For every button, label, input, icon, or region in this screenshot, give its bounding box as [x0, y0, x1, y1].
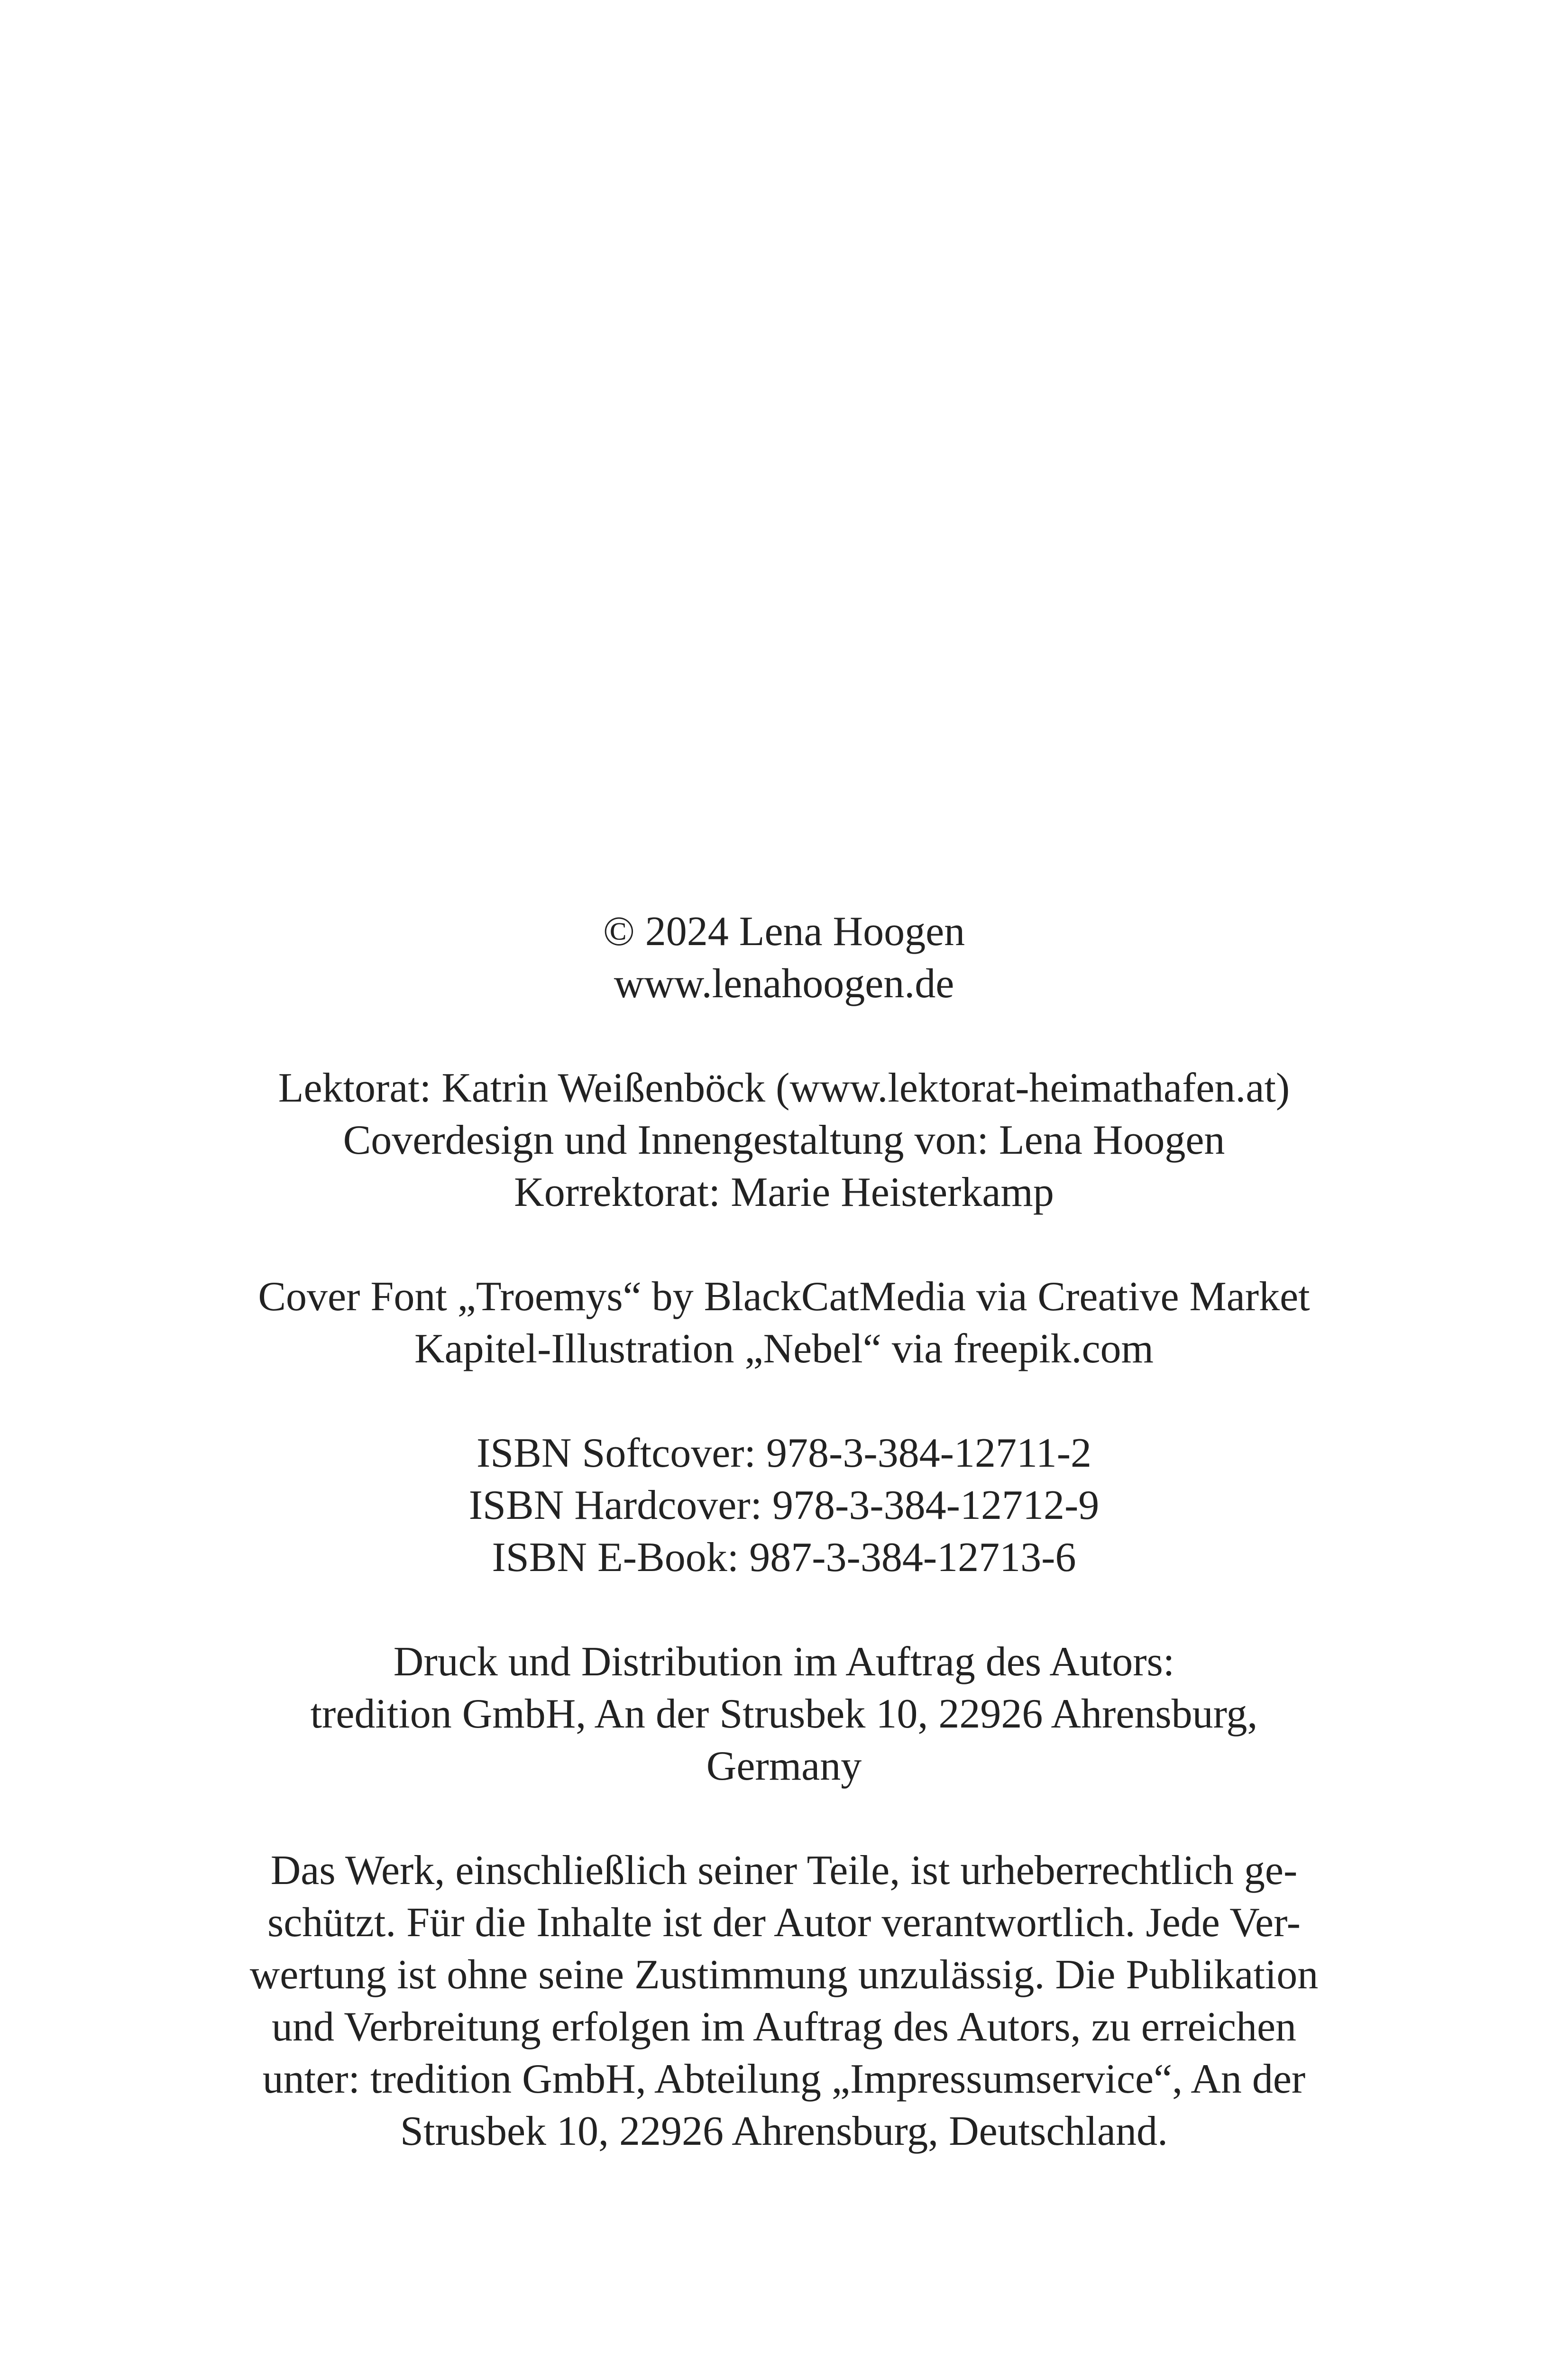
- credits-block: [0, 1062, 1568, 1219]
- copyright-block: [0, 906, 1568, 1010]
- author-website: www.lenahoogen.de: [614, 961, 954, 1007]
- proofreading-credit: Korrektorat: Marie Heisterkamp: [514, 1169, 1054, 1215]
- editing-credit: Lektorat: Katrin Weißenböck (www.lektorat-heimathafen.at): [278, 1065, 1290, 1111]
- legal-notice-line: Strusbek 10, 22926 Ahrensburg, Deutschland.: [400, 2108, 1168, 2154]
- distribution-line: tredition GmbH, An der Strusbek 10, 22926 Ahrensburg,: [310, 1691, 1258, 1737]
- isbn-hardcover: ISBN Hardcover: 978-3-384-12712-9: [468, 1482, 1100, 1528]
- design-credit: Coverdesign und Innengestaltung von: Lena Hoogen: [343, 1117, 1225, 1163]
- legal-notice-line: Das Werk, einschließlich seiner Teile, ist urheberrechtlich ge-: [270, 1847, 1298, 1893]
- legal-notice-line: schützt. Für die Inhalte ist der Autor verantwortlich. Jede Ver-: [267, 1900, 1301, 1946]
- font-credits-block: [0, 1271, 1568, 1375]
- isbn-ebook: ISBN E-Book: 987-3-384-12713-6: [492, 1535, 1076, 1581]
- cover-font-credit: Cover Font „Troemys“ by BlackCatMedia via Creative Market: [258, 1274, 1310, 1320]
- isbn-block: [0, 1427, 1568, 1584]
- imprint-text: [0, 906, 1568, 2158]
- legal-notice-line: und Verbreitung erfolgen im Auftrag des Autors, zu erreichen: [271, 2004, 1297, 2050]
- legal-notice-block: [0, 1845, 1568, 2158]
- distribution-line: Germany: [706, 1743, 862, 1789]
- distribution-line: Druck und Distribution im Auftrag des Autors:: [393, 1639, 1175, 1685]
- illustration-credit: Kapitel-Illustration „Nebel“ via freepik.com: [414, 1326, 1154, 1372]
- legal-notice-line: wertung ist ohne seine Zustimmung unzulässig. Die Publikation: [249, 1952, 1319, 1998]
- distribution-block: [0, 1636, 1568, 1792]
- isbn-softcover: ISBN Softcover: 978-3-384-12711-2: [476, 1430, 1091, 1476]
- legal-notice-line: unter: tredition GmbH, Abteilung „Impressumservice“, An der: [262, 2056, 1306, 2102]
- copyright-line: © 2024 Lena Hoogen: [603, 909, 965, 955]
